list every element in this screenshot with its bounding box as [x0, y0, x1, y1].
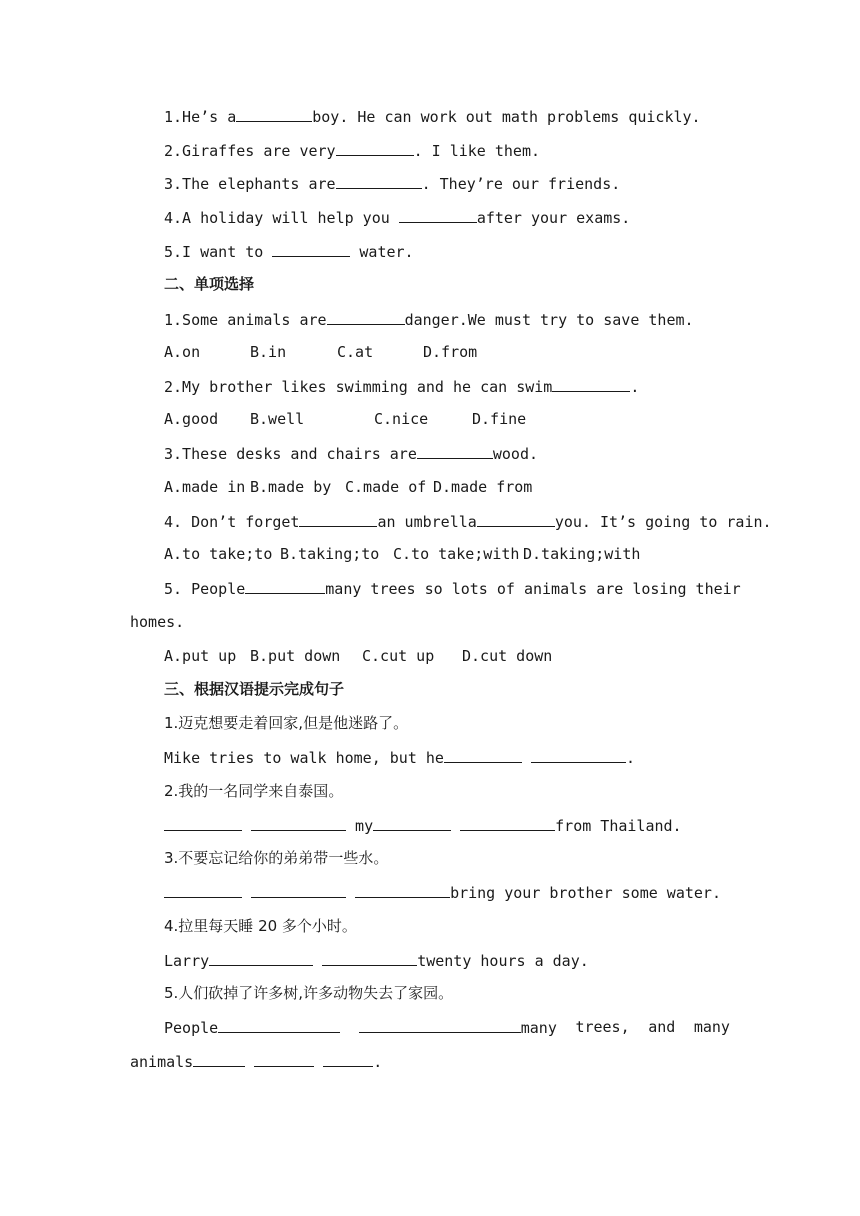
answer-blank[interactable] [218, 1017, 340, 1033]
answer-blank[interactable] [164, 815, 242, 831]
answer-blank[interactable] [355, 882, 450, 898]
option-c[interactable]: C.to take;with [393, 545, 520, 563]
option-b[interactable]: B.made by [250, 478, 332, 496]
option-c[interactable]: C.cut up [362, 647, 435, 665]
option-b[interactable]: B.well [250, 410, 305, 428]
answer-blank[interactable] [327, 309, 405, 325]
answer-blank[interactable] [193, 1051, 245, 1067]
answer-blank[interactable] [323, 1051, 373, 1067]
option-a[interactable]: A.on [164, 343, 201, 361]
p3-sentence-4: Larry twenty hours a day. [164, 952, 589, 970]
option-a[interactable]: A.made in [164, 478, 246, 496]
option-d[interactable]: D.made from [433, 478, 533, 496]
answer-blank[interactable] [236, 106, 312, 122]
p3-hint-5: 5.人们砍掉了许多树,许多动物失去了家园。 [164, 984, 454, 1002]
p3-sentence-5: People many trees, and many [164, 1018, 730, 1037]
answer-blank[interactable] [251, 815, 346, 831]
option-d[interactable]: D.from [423, 343, 478, 361]
answer-blank[interactable] [552, 376, 630, 392]
answer-blank[interactable] [444, 747, 522, 763]
answer-blank[interactable] [373, 815, 451, 831]
answer-blank[interactable] [251, 882, 346, 898]
p1-question-3: 3.The elephants are . They’re our friends. [164, 175, 621, 193]
option-d[interactable]: D.taking;with [523, 545, 641, 563]
p2-question-2: 2.My brother likes swimming and he can swim . [164, 378, 640, 396]
answer-blank[interactable] [164, 882, 242, 898]
answer-blank[interactable] [322, 950, 417, 966]
p1-question-5: 5.I want to water. [164, 243, 414, 261]
answer-blank[interactable] [417, 443, 493, 459]
option-a[interactable]: A.put up [164, 647, 237, 665]
p3-sentence-1: Mike tries to walk home, but he . [164, 749, 636, 767]
option-a[interactable]: A.to take;to [164, 545, 273, 563]
p3-hint-4: 4.拉里每天睡 20 多个小时。 [164, 917, 357, 935]
answer-blank[interactable] [272, 241, 350, 257]
answer-blank[interactable] [531, 747, 626, 763]
p2-options-5 [164, 646, 552, 666]
option-b[interactable]: B.taking;to [280, 545, 380, 563]
p3-hint-3: 3.不要忘记给你的弟弟带一些水。 [164, 849, 389, 867]
p3-sentence-3: bring your brother some water. [164, 882, 721, 902]
answer-blank[interactable] [477, 511, 555, 527]
p2-question-3: 3.These desks and chairs are wood. [164, 445, 539, 463]
p2-question-5: 5. People many trees so lots of animals are losing their [164, 580, 741, 598]
p3-hint-2: 2.我的一名同学来自泰国。 [164, 782, 344, 800]
section-heading-single-choice: 二、单项选择 [164, 275, 255, 293]
answer-blank[interactable] [336, 173, 422, 189]
option-a[interactable]: A.good [164, 410, 219, 428]
option-d[interactable]: D.cut down [462, 647, 553, 665]
option-c[interactable]: C.made of [345, 478, 427, 496]
answer-blank[interactable] [254, 1051, 314, 1067]
p2-question-5-continued: homes. [130, 613, 185, 631]
p2-options-1 [164, 342, 477, 362]
p2-options-4 [164, 544, 640, 564]
answer-blank[interactable] [399, 207, 477, 223]
p2-question-4: 4. Don’t forget an umbrella you. It’s going to rain. [164, 513, 772, 531]
p2-options-3 [164, 477, 532, 497]
option-d[interactable]: D.fine [472, 410, 527, 428]
p1-question-1: 1.He’s a boy. He can work out math problems quickly. [164, 108, 701, 126]
answer-blank[interactable] [299, 511, 377, 527]
option-b[interactable]: B.in [250, 343, 287, 361]
section-heading-complete-sentences: 三、根据汉语提示完成句子 [164, 680, 345, 698]
option-c[interactable]: C.at [337, 343, 374, 361]
answer-blank[interactable] [359, 1017, 521, 1033]
answer-blank[interactable] [209, 950, 313, 966]
p3-sentence-2: my from Thailand. [164, 815, 682, 835]
p3-sentence-5-continued: animals . [130, 1053, 383, 1071]
answer-blank[interactable] [336, 140, 414, 156]
p3-hint-1: 1.迈克想要走着回家,但是他迷路了。 [164, 714, 409, 732]
option-c[interactable]: C.nice [374, 410, 429, 428]
p1-question-4: 4.A holiday will help you after your exams. [164, 209, 631, 227]
answer-blank[interactable] [245, 578, 325, 594]
p2-question-1: 1.Some animals are danger.We must try to save them. [164, 311, 694, 329]
option-b[interactable]: B.put down [250, 647, 341, 665]
p2-options-2 [164, 409, 526, 429]
answer-blank[interactable] [460, 815, 555, 831]
p1-question-2: 2.Giraffes are very . I like them. [164, 142, 541, 160]
